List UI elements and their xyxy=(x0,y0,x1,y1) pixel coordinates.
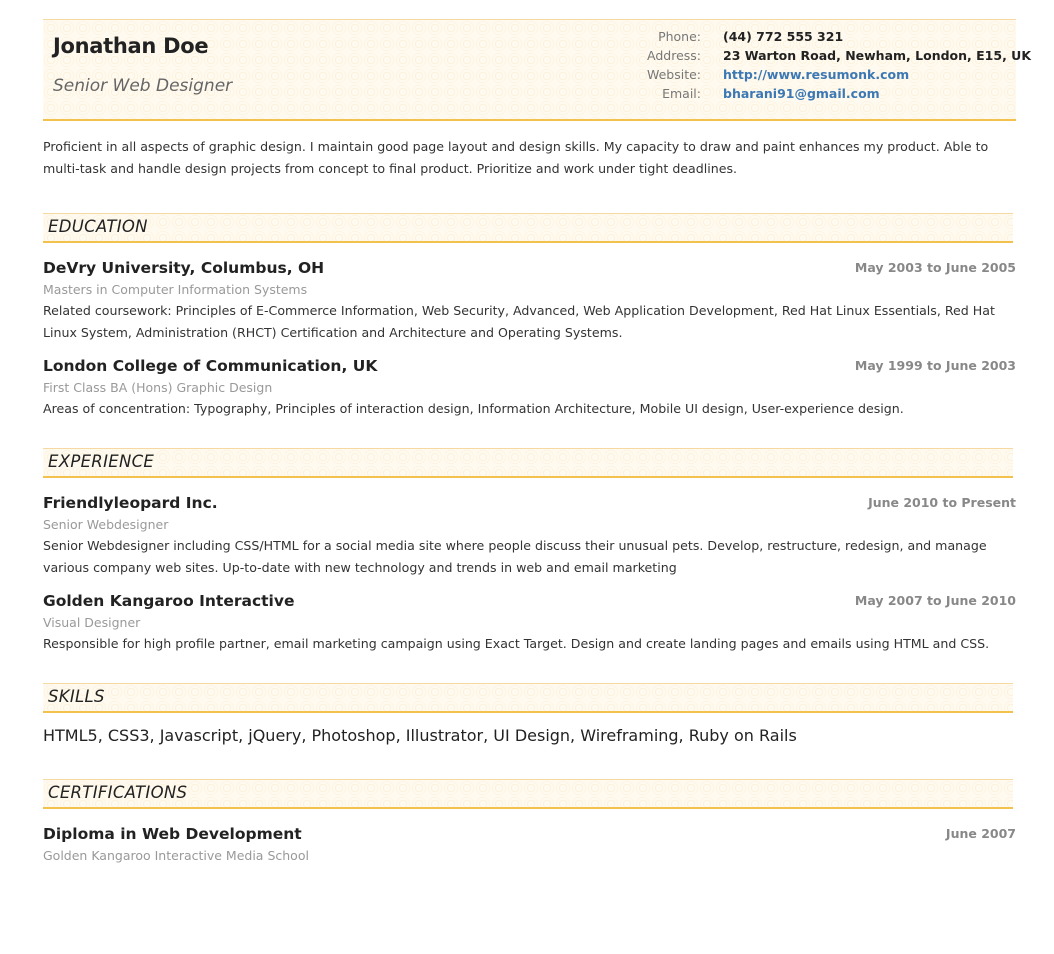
entry-title: Golden Kangaroo Interactive xyxy=(43,592,295,610)
website-label: Website: xyxy=(646,67,701,82)
experience-entry xyxy=(43,491,1016,579)
address-label: Address: xyxy=(647,48,701,63)
entry-date: June 2007 xyxy=(945,826,1016,841)
entry-title: Friendlyleopard Inc. xyxy=(43,494,218,512)
education-entry xyxy=(43,256,1016,344)
entry-subtitle: First Class BA (Hons) Graphic Design xyxy=(43,380,273,395)
section-heading-certifications xyxy=(43,779,1013,809)
skills-list: HTML5, CSS3, Javascript, jQuery, Photoshop, Illustrator, UI Design, Wireframing, Ruby on Rails xyxy=(43,726,797,745)
contact-phone xyxy=(623,27,1031,46)
entry-subtitle: Masters in Computer Information Systems xyxy=(43,282,308,297)
education-entry xyxy=(43,354,1016,420)
resume-page xyxy=(43,19,1032,863)
job-title: Senior Web Designer xyxy=(53,76,233,96)
experience-heading: EXPERIENCE xyxy=(48,452,155,471)
email-link[interactable]: bharani91@gmail.com xyxy=(723,86,880,101)
person-name: Jonathan Doe xyxy=(53,34,209,58)
entry-title: DeVry University, Columbus, OH xyxy=(43,259,325,277)
experience-entry xyxy=(43,589,1016,655)
entry-subtitle: Visual Designer xyxy=(43,615,141,630)
entry-description: Areas of concentration: Typography, Principles of interaction design, Information Architecture, Mobile UI design, User-experience design. xyxy=(43,401,904,416)
entry-title: London College of Communication, UK xyxy=(43,357,378,375)
summary-text: Proficient in all aspects of graphic design. I maintain good page layout and design skills. My capacity to draw and paint enhances my product. Able to multi-task and handle design projects from concept to final product. Prioritize and work under tight deadlines. xyxy=(43,139,989,176)
section-heading-experience xyxy=(43,448,1013,478)
address-value: 23 Warton Road, Newham, London, E15, UK xyxy=(723,48,1032,63)
section-heading-skills xyxy=(43,683,1013,713)
website-link[interactable]: http://www.resumonk.com xyxy=(723,67,910,82)
education-heading: EDUCATION xyxy=(48,217,148,236)
contact-email xyxy=(623,84,1031,103)
entry-date: May 2007 to June 2010 xyxy=(854,593,1016,608)
certifications-heading: CERTIFICATIONS xyxy=(48,783,188,802)
resume-header xyxy=(43,19,1032,121)
contact-address xyxy=(623,46,1031,65)
contact-info xyxy=(623,27,1031,103)
skills-heading: SKILLS xyxy=(48,687,105,706)
entry-description: Responsible for high profile partner, email marketing campaign using Exact Target. Design and create landing pages and emails using HTML and CSS. xyxy=(43,636,990,651)
contact-website xyxy=(623,65,1031,84)
phone-value: (44) 772 555 321 xyxy=(723,29,844,44)
entry-description: Senior Webdesigner including CSS/HTML for a social media site where people discuss their unusual pets. Develop, restructure, redesign, and manage various company web sites. Up-to-date with new technology and trends in web and email marketing xyxy=(43,538,987,575)
entry-date: May 2003 to June 2005 xyxy=(854,260,1016,275)
phone-label: Phone: xyxy=(658,29,701,44)
section-heading-education xyxy=(43,213,1013,243)
entry-subtitle: Golden Kangaroo Interactive Media School xyxy=(43,848,309,863)
email-label: Email: xyxy=(662,86,701,101)
entry-subtitle: Senior Webdesigner xyxy=(43,517,169,532)
entry-date: June 2010 to Present xyxy=(868,495,1016,510)
entry-date: May 1999 to June 2003 xyxy=(854,358,1016,373)
entry-description: Related coursework: Principles of E-Commerce Information, Web Security, Advanced, Web Application Development, Red Hat Linux Essentials, Red Hat Linux System, Administration (RHCT) Certification and Architecture and Operating Systems. xyxy=(43,303,995,340)
entry-title: Diploma in Web Development xyxy=(43,825,302,843)
certification-entry xyxy=(43,822,1016,866)
